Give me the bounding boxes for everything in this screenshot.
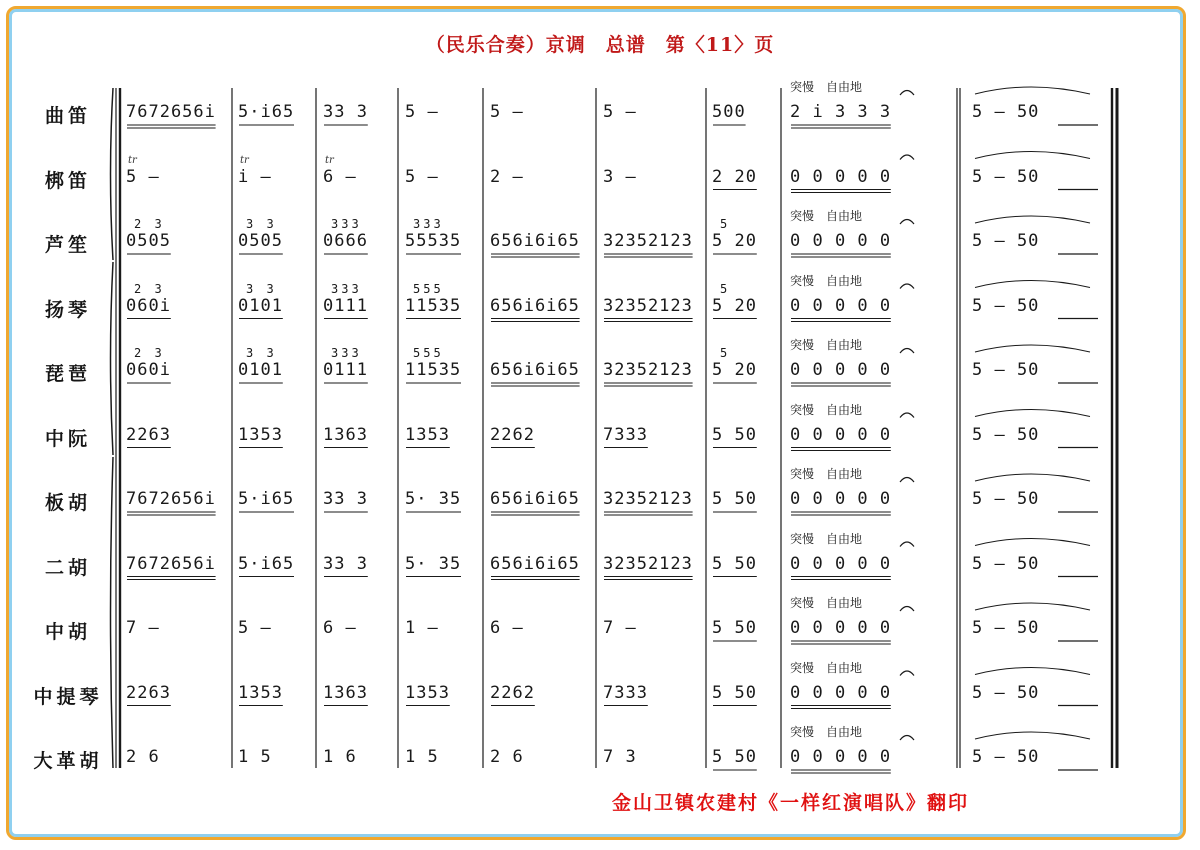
harmony-notes: 5 [720, 346, 731, 360]
notation-cell: 33 3 [323, 489, 368, 509]
notation-cell: 0101 [238, 360, 283, 380]
notation-cell: 0666 [323, 231, 368, 251]
notation-cell: 1 5 [405, 747, 439, 767]
notation-cell: i — [238, 166, 272, 187]
notation-cell: 0505 [238, 231, 283, 251]
notation-cell: 0101 [238, 295, 283, 316]
free-tempo-marking: 突慢 自由地 [790, 725, 863, 739]
notation-cell: 5 — 50 [972, 166, 1040, 187]
notation-cell: 0 0 0 0 0 [790, 747, 892, 767]
notation-cell: 5 — [238, 618, 272, 638]
notation-cell: 0 0 0 0 0 [790, 682, 892, 703]
notation-cell: 7 3 [603, 747, 637, 767]
notation-cell: 5 50 [712, 747, 757, 767]
fermata-mark [900, 478, 914, 483]
notation-cell: 060i [126, 360, 171, 380]
notation-cell: 1353 [238, 424, 283, 445]
notation-cell: 1353 [405, 424, 450, 445]
notation-cell: 656i6i65 [490, 553, 580, 574]
notation-cell: 7672656i [126, 553, 216, 574]
instrument-label: 中胡 [44, 621, 91, 643]
free-tempo-marking: 突慢 自由地 [790, 338, 863, 352]
trill-mark: tr [240, 154, 249, 166]
notation-cell: 5 20 [712, 295, 757, 316]
fermata-mark [900, 542, 914, 547]
notation-cell: 11535 [405, 295, 462, 316]
notation-cell: 060i [126, 295, 171, 316]
fermata-mark [900, 349, 914, 354]
notation-cell: 2 6 [126, 747, 160, 767]
notation-cell: 5 — [126, 166, 160, 187]
free-tempo-marking: 突慢 自由地 [790, 467, 863, 481]
notation-cell: 7 — [603, 618, 637, 638]
tie-arc [975, 474, 1090, 481]
notation-cell: 5 — [603, 102, 637, 122]
free-tempo-marking: 突慢 自由地 [790, 596, 863, 610]
fermata-mark [900, 284, 914, 289]
free-tempo-marking: 突慢 自由地 [790, 209, 863, 223]
harmony-notes: 3 3 [246, 281, 277, 296]
notation-cell: 5·i65 [238, 489, 295, 509]
notation-cell: 0111 [323, 295, 368, 316]
harmony-notes: 2 3 [134, 281, 165, 296]
notation-cell: 3 — [603, 166, 637, 187]
fermata-mark [900, 671, 914, 676]
fermata-mark [900, 155, 914, 160]
notation-cell: 2 i 3 3 3 [790, 102, 892, 122]
fermata-mark [900, 413, 914, 418]
instrument-label: 芦笙 [44, 234, 91, 256]
notation-cell: 55535 [405, 231, 462, 251]
fermata-mark [900, 91, 914, 96]
notation-cell: 5 — 50 [972, 489, 1040, 509]
free-tempo-marking: 突慢 自由地 [790, 273, 863, 288]
tie-arc [975, 152, 1090, 159]
notation-cell: 1363 [323, 424, 368, 445]
tie-arc [975, 539, 1090, 546]
notation-cell: 2 6 [490, 747, 524, 767]
notation-cell: 6 — [323, 166, 357, 187]
notation-cell: 5 20 [712, 360, 757, 380]
notation-cell: 5 — 50 [972, 231, 1040, 251]
harmony-notes: 3 3 [246, 346, 277, 360]
notation-cell: 5 50 [712, 618, 757, 638]
instrument-label: 中提琴 [33, 685, 103, 708]
notation-cell: 0505 [126, 231, 171, 251]
print-credit: 金山卫镇农建村《一样红演唱队》翻印 [612, 792, 970, 814]
notation-cell: 33 3 [323, 553, 368, 574]
harmony-notes: 555 [413, 281, 444, 296]
notation-cell: 2262 [490, 424, 535, 445]
group-brace [111, 262, 114, 455]
notation-cell: 5 20 [712, 231, 757, 251]
instrument-label: 曲笛 [44, 105, 91, 127]
instrument-label: 中阮 [44, 427, 91, 450]
harmony-notes: 333 [331, 346, 362, 360]
notation-cell: 5 — [405, 102, 439, 122]
notation-cell: 5 50 [712, 682, 757, 703]
tie-arc [975, 87, 1090, 94]
notation-cell: 0 0 0 0 0 [790, 489, 892, 509]
harmony-notes: 2 3 [134, 346, 165, 360]
score-title: （民乐合奏）京调 总谱 第〈11〉页 [425, 34, 775, 56]
notation-cell: 32352123 [603, 489, 693, 509]
notation-cell: 2 — [490, 166, 524, 187]
notation-cell: 656i6i65 [490, 231, 580, 251]
notation-cell: 5 50 [712, 489, 757, 509]
instrument-label: 扬琴 [44, 298, 91, 321]
instrument-label: 梆笛 [44, 169, 91, 192]
notation-cell: 1353 [405, 682, 450, 703]
notation-cell: 32352123 [603, 231, 693, 251]
free-tempo-marking: 突慢 自由地 [790, 660, 863, 675]
notation-cell: 5·i65 [238, 102, 295, 122]
notation-cell: 6 — [490, 618, 524, 638]
fermata-mark [900, 736, 914, 741]
notation-cell: 0111 [323, 360, 368, 380]
harmony-notes: 555 [413, 346, 444, 360]
tie-arc [975, 345, 1090, 352]
fermata-mark [900, 220, 914, 225]
notation-cell: 0 0 0 0 0 [790, 360, 892, 380]
notation-cell: 0 0 0 0 0 [790, 231, 892, 251]
notation-cell: 5 — [490, 102, 524, 122]
harmony-notes: 3 3 [246, 217, 277, 231]
free-tempo-marking: 突慢 自由地 [790, 80, 863, 94]
notation-cell: 7 — [126, 618, 160, 638]
group-brace [111, 457, 114, 768]
tie-arc [975, 216, 1090, 223]
notation-cell: 0 0 0 0 0 [790, 295, 892, 316]
notation-cell: 0 0 0 0 0 [790, 553, 892, 574]
notation-cell: 5·i65 [238, 553, 295, 574]
notation-cell: 2 20 [712, 166, 757, 187]
notation-cell: 5· 35 [405, 553, 462, 574]
notation-cell: 5 — 50 [972, 618, 1040, 638]
tie-arc [975, 603, 1090, 610]
notation-cell: 5 50 [712, 553, 757, 574]
instrument-label: 琵琶 [44, 363, 91, 385]
notation-cell: 1363 [323, 682, 368, 703]
harmony-notes: 333 [331, 217, 362, 231]
fermata-mark [900, 607, 914, 612]
notation-cell: 5 — 50 [972, 360, 1040, 380]
notation-cell: 5 — 50 [972, 553, 1040, 574]
harmony-notes: 5 [720, 217, 731, 231]
group-brace [111, 88, 114, 260]
harmony-notes: 333 [331, 281, 362, 296]
notation-cell: 5 — 50 [972, 295, 1040, 316]
notation-cell: 33 3 [323, 102, 368, 122]
notation-cell: 5 — 50 [972, 102, 1040, 122]
notation-cell: 11535 [405, 360, 462, 380]
tie-arc [975, 668, 1090, 675]
instrument-label: 板胡 [44, 492, 91, 514]
notation-cell: 0 0 0 0 0 [790, 166, 892, 187]
notation-cell: 0 0 0 0 0 [790, 618, 892, 638]
notation-cell: 7333 [603, 682, 648, 703]
notation-cell: 0 0 0 0 0 [790, 424, 892, 445]
notation-cell: 1353 [238, 682, 283, 703]
harmony-notes: 333 [413, 217, 444, 231]
tie-arc [975, 410, 1090, 417]
tie-arc [975, 281, 1090, 288]
instrument-label: 二胡 [44, 556, 91, 579]
notation-cell: 656i6i65 [490, 295, 580, 316]
notation-cell: 7672656i [126, 102, 216, 122]
trill-mark: tr [128, 154, 137, 166]
notation-cell: 656i6i65 [490, 360, 580, 380]
notation-cell: 5 — 50 [972, 747, 1040, 767]
notation-cell: 32352123 [603, 553, 693, 574]
notation-cell: 5 — 50 [972, 682, 1040, 703]
notation-cell: 32352123 [603, 360, 693, 380]
notation-cell: 5 50 [712, 424, 757, 445]
notation-cell: 2263 [126, 682, 171, 703]
free-tempo-marking: 突慢 自由地 [790, 402, 863, 417]
notation-cell: 5· 35 [405, 489, 462, 509]
harmony-notes: 5 [720, 281, 731, 296]
notation-cell: 2263 [126, 424, 171, 445]
notation-cell: 5 — [405, 166, 439, 187]
notation-cell: 5 — 50 [972, 424, 1040, 445]
notation-cell: 1 6 [323, 747, 357, 767]
notation-cell: 32352123 [603, 295, 693, 316]
notation-cell: 2262 [490, 682, 535, 703]
notation-cell: 1 5 [238, 747, 272, 767]
notation-cell: 656i6i65 [490, 489, 580, 509]
notation-cell: 7333 [603, 424, 648, 445]
notation-cell: 7672656i [126, 489, 216, 509]
free-tempo-marking: 突慢 自由地 [790, 531, 863, 546]
notation-cell: 6 — [323, 618, 357, 638]
tie-arc [975, 732, 1090, 739]
harmony-notes: 2 3 [134, 217, 165, 231]
trill-mark: tr [325, 154, 334, 166]
instrument-label: 大革胡 [33, 750, 103, 772]
notation-cell: 500 [712, 102, 746, 122]
notation-cell: 1 — [405, 618, 439, 638]
